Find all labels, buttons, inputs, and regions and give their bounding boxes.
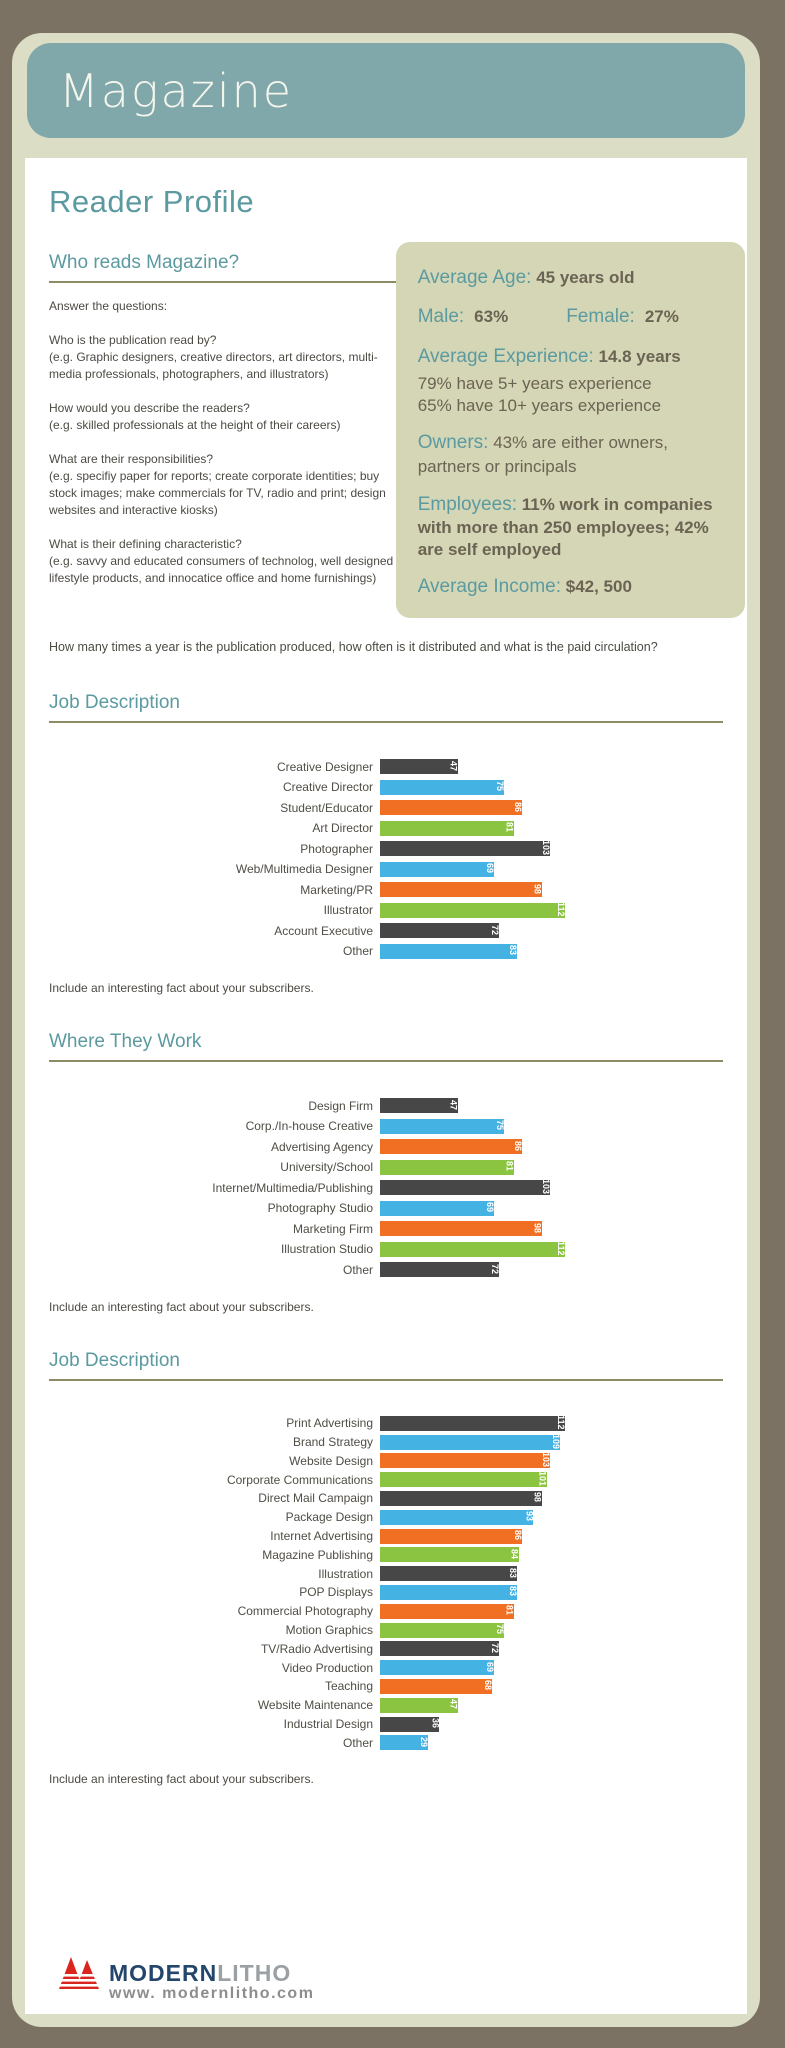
magazine-title: Magazine — [59, 63, 294, 118]
chart-bar-area — [380, 1717, 723, 1732]
chart-bar — [380, 944, 517, 959]
section-note: Include an interesting fact about your subscribers. — [49, 1299, 314, 1314]
chart-bar-area — [380, 862, 723, 877]
question-example: (e.g. specifiy paper for reports; create corporate identities; buy stock images; make commercials for TV, radio and print; design websites and interactive kiosks) — [49, 469, 386, 518]
question-example: (e.g. skilled professionals at the height of their careers) — [49, 418, 341, 433]
chart-bar-area — [380, 759, 723, 774]
chart-row — [49, 818, 723, 839]
chart-row — [49, 1658, 723, 1677]
chart-bar-value: 101 — [537, 1471, 548, 1487]
brand-litho: LITHO — [217, 1960, 292, 1986]
question-block — [49, 332, 396, 383]
chart-bar — [380, 1472, 547, 1487]
chart-category-label: Other — [342, 1735, 373, 1750]
stat-label: Average Age: — [417, 267, 532, 288]
chart-row — [49, 1177, 723, 1198]
chart-bar-area — [380, 1201, 723, 1216]
chart-bar — [380, 1566, 517, 1581]
chart-category-label: Art Director — [312, 821, 373, 836]
cream-card — [12, 33, 760, 2027]
brand-name — [109, 1961, 314, 1985]
chart-row — [49, 1621, 723, 1640]
who-reads-column — [49, 248, 396, 604]
chart-bar — [380, 1491, 542, 1506]
chart-bar-value: 36 — [430, 1718, 441, 1729]
chart-row — [49, 1095, 723, 1116]
chart-row — [49, 1218, 723, 1239]
chart-bar-value: 68 — [483, 1680, 494, 1691]
chart-bar — [380, 1119, 504, 1134]
chart-bar-value: 47 — [448, 1699, 459, 1710]
chart-category-label: POP Displays — [299, 1585, 373, 1600]
chart-category-label: Commercial Photography — [237, 1604, 373, 1619]
who-reads-heading: Who reads Magazine? — [49, 252, 396, 283]
chart-bar — [380, 1098, 458, 1113]
chart-bar — [380, 780, 504, 795]
stat-value-female: 27% — [644, 307, 679, 327]
question-example: (e.g. savvy and educated consumers of technolog, well designed lifestyle products, and innocatice office and home furnishings) — [49, 554, 394, 586]
chart-bar-value: 47 — [448, 760, 459, 771]
chart-bar-area — [380, 1641, 723, 1656]
chart-bar-area — [380, 1547, 723, 1562]
chart-bar — [380, 1160, 514, 1175]
chart-bar-value: 103 — [540, 1179, 551, 1195]
chart-bar-area — [380, 903, 723, 918]
chart-bar-value: 86 — [512, 1140, 523, 1151]
chart-category-label: Magazine Publishing — [262, 1547, 373, 1562]
chart-category-label: Industrial Design — [283, 1717, 373, 1732]
chart-bar-area — [380, 1623, 723, 1638]
chart-bar-value: 83 — [507, 1586, 518, 1597]
chart-row — [49, 859, 723, 880]
chart-bar-value: 81 — [504, 822, 515, 833]
chart-row — [49, 1136, 723, 1157]
chart-bar-value: 84 — [509, 1548, 520, 1559]
chart-bar — [380, 882, 542, 897]
chart-bar-area — [380, 923, 723, 938]
stat-value: 14.8 years — [598, 346, 681, 366]
chart-category-label: Website Design — [289, 1453, 373, 1468]
chart-row — [49, 1733, 723, 1752]
chart-bar-value: 112 — [555, 1415, 566, 1430]
chart-row — [49, 1527, 723, 1546]
stat-label: Employees: — [417, 493, 517, 515]
chart-bar-area — [380, 1735, 723, 1750]
chart-bar-value: 72 — [489, 924, 500, 935]
chart-bar-area — [380, 1139, 723, 1154]
brand-url: www. modernlitho.com — [109, 1985, 315, 2003]
chart-category-label: Video Production — [281, 1660, 373, 1675]
chart-bar-value: 98 — [532, 883, 543, 894]
chart-bar-value: 72 — [489, 1642, 500, 1653]
chart-category-label: Account Executive — [274, 923, 373, 938]
chart-bar — [380, 1698, 458, 1713]
bar-chart — [49, 1414, 723, 1752]
chart-bar — [380, 923, 499, 938]
question-text: How would you describe the readers? — [49, 401, 250, 416]
stat-experience-detail — [418, 373, 725, 417]
chart-category-label: Marketing Firm — [292, 1221, 373, 1236]
chart-category-label: TV/Radio Advertising — [260, 1641, 373, 1656]
chart-bar-value: 75 — [494, 1624, 505, 1635]
stat-label: Average Experience: — [417, 345, 594, 367]
chart-bar — [380, 1201, 494, 1216]
chart-bar — [380, 1717, 439, 1732]
chart-bar-value: 72 — [489, 1263, 500, 1274]
stat-average-age — [418, 266, 725, 290]
stat-owners — [418, 431, 725, 477]
chart-bar-value: 109 — [550, 1433, 561, 1449]
chart-row — [49, 1157, 723, 1178]
chart-bar-area — [380, 821, 723, 836]
chart-bar-area — [380, 1416, 723, 1431]
chart-bar-area — [380, 1472, 723, 1487]
chart-bar — [380, 1262, 499, 1277]
chart-bar-value: 98 — [532, 1492, 543, 1503]
chart-category-label: Web/Multimedia Designer — [235, 862, 373, 877]
question-text: What are their responsibilities? — [49, 452, 214, 467]
chart-category-label: Illustrator — [323, 903, 373, 918]
chart-section — [49, 1031, 723, 1314]
question-block — [49, 536, 396, 587]
question-example: (e.g. Graphic designers, creative directors, art directors, multi-media professionals, photographers, and illustrators) — [49, 350, 378, 382]
question-block — [49, 400, 396, 434]
reader-stats-box — [396, 242, 745, 618]
chart-bar-value: 75 — [494, 1120, 505, 1131]
chart-bar-area — [380, 1566, 723, 1581]
chart-bar — [380, 1416, 565, 1431]
chart-category-label: Other — [342, 944, 373, 959]
chart-bar-value: 81 — [504, 1605, 515, 1616]
chart-sections — [49, 692, 723, 1786]
chart-bar-area — [380, 1221, 723, 1236]
section-note: Include an interesting fact about your subscribers. — [49, 981, 314, 996]
section-heading: Job Description — [49, 692, 723, 723]
chart-row — [49, 1508, 723, 1527]
chart-bar-value: 29 — [418, 1736, 429, 1747]
chart-category-label: Motion Graphics — [285, 1623, 373, 1638]
chart-category-label: Print Advertising — [286, 1416, 373, 1431]
chart-bar-value: 75 — [494, 781, 505, 792]
chart-bar — [380, 1547, 519, 1562]
chart-bar-value: 47 — [448, 1099, 459, 1110]
chart-row — [49, 1414, 723, 1433]
stat-value: 43% are either owners, partners or principals — [417, 433, 669, 476]
chart-bar — [380, 1623, 504, 1638]
chart-row — [49, 879, 723, 900]
chart-bar — [380, 1660, 494, 1675]
chart-bar — [380, 1735, 428, 1750]
stat-label-female: Female: — [566, 306, 635, 328]
chart-row — [49, 1639, 723, 1658]
chart-bar-area — [380, 841, 723, 856]
chart-row — [49, 797, 723, 818]
chart-bar — [380, 1242, 565, 1257]
bar-chart — [49, 756, 723, 961]
chart-bar — [380, 1604, 514, 1619]
chart-bar — [380, 1510, 533, 1525]
chart-category-label: Creative Director — [282, 780, 373, 795]
chart-row — [49, 1451, 723, 1470]
chart-row — [49, 1489, 723, 1508]
chart-row — [49, 1564, 723, 1583]
stat-average-experience — [418, 345, 725, 369]
chart-bar-value: 93 — [524, 1511, 535, 1522]
stat-average-income — [418, 575, 725, 599]
intro-columns — [49, 248, 723, 618]
chart-category-label: Photography Studio — [267, 1201, 373, 1216]
chart-bar-value: 86 — [512, 801, 523, 812]
chart-category-label: Design Firm — [308, 1098, 373, 1113]
stat-value-male: 63% — [474, 307, 509, 327]
stat-value: 45 years old — [536, 268, 635, 287]
chart-category-label: Corp./In-house Creative — [245, 1119, 373, 1134]
chart-bar-area — [380, 882, 723, 897]
chart-row — [49, 1715, 723, 1734]
chart-bar — [380, 1180, 550, 1195]
chart-section — [49, 1350, 723, 1786]
chart-bar-value: 83 — [507, 1567, 518, 1578]
chart-category-label: Direct Mail Campaign — [258, 1491, 373, 1506]
chart-bar-area — [380, 1585, 723, 1600]
chart-row — [49, 920, 723, 941]
chart-bar-value: 69 — [484, 1661, 495, 1672]
chart-category-label: Illustration — [318, 1566, 373, 1581]
chart-bar-area — [380, 1698, 723, 1713]
modernlitho-logo-icon — [59, 1954, 103, 1995]
question-text: What is their defining characteristic? — [49, 537, 242, 552]
questions-intro: Answer the questions: — [49, 299, 168, 313]
chart-category-label: Brand Strategy — [292, 1435, 373, 1450]
chart-bar-area — [380, 780, 723, 795]
section-note: Include an interesting fact about your subscribers. — [49, 1772, 314, 1787]
stat-label: Average Income: — [417, 576, 561, 598]
question-block — [49, 451, 396, 519]
chart-bar-area — [380, 1119, 723, 1134]
chart-bar-value: 83 — [507, 945, 518, 956]
chart-row — [49, 941, 723, 962]
chart-bar-value: 69 — [484, 1202, 495, 1213]
chart-bar — [380, 1585, 517, 1600]
chart-category-label: Corporate Communications — [226, 1472, 373, 1487]
chart-row — [49, 1583, 723, 1602]
chart-row — [49, 1239, 723, 1260]
chart-bar-area — [380, 800, 723, 815]
chart-bar-area — [380, 1679, 723, 1694]
stat-value: 11% work in companies with more than 250 employees; 42% are self employed — [417, 494, 713, 559]
chart-bar-value: 69 — [484, 863, 495, 874]
chart-row — [49, 1602, 723, 1621]
chart-row — [49, 756, 723, 777]
chart-bar — [380, 1679, 492, 1694]
chart-category-label: Creative Designer — [276, 759, 373, 774]
chart-category-label: Package Design — [285, 1510, 373, 1525]
chart-category-label: Internet Advertising — [270, 1529, 373, 1544]
chart-category-label: Illustration Studio — [280, 1242, 373, 1257]
magazine-header-banner — [27, 43, 745, 138]
chart-category-label: Photographer — [300, 841, 373, 856]
chart-bar-value: 98 — [532, 1222, 543, 1233]
chart-bar-area — [380, 1098, 723, 1113]
chart-row — [49, 1433, 723, 1452]
chart-row — [49, 1696, 723, 1715]
chart-bar-area — [380, 1242, 723, 1257]
stat-label: Owners: — [417, 432, 489, 454]
chart-category-label: Marketing/PR — [300, 882, 373, 897]
chart-bar-area — [380, 1435, 723, 1450]
chart-bar-value: 112 — [555, 1240, 566, 1256]
chart-bar — [380, 800, 522, 815]
stat-male-female — [418, 305, 725, 329]
chart-bar-area — [380, 1453, 723, 1468]
chart-category-label: Other — [342, 1262, 373, 1277]
content-panel — [25, 158, 747, 2014]
chart-category-label: Student/Educator — [280, 800, 373, 815]
footer-logo-block — [59, 1954, 314, 2003]
chart-category-label: Website Maintenance — [257, 1698, 373, 1713]
chart-bar — [380, 1641, 499, 1656]
chart-row — [49, 1259, 723, 1280]
chart-bar — [380, 1221, 542, 1236]
chart-bar-value: 103 — [540, 840, 551, 856]
stat-line: 79% have 5+ years experience — [417, 373, 652, 393]
chart-bar-area — [380, 1491, 723, 1506]
stat-line: 65% have 10+ years experience — [417, 395, 662, 415]
chart-bar-area — [380, 1510, 723, 1525]
chart-category-label: University/School — [280, 1160, 373, 1175]
chart-category-label: Advertising Agency — [270, 1139, 373, 1154]
stat-value: $42, 500 — [565, 577, 632, 597]
chart-row — [49, 838, 723, 859]
chart-bar — [380, 841, 550, 856]
chart-bar-value: 81 — [504, 1161, 515, 1172]
chart-bar-area — [380, 1160, 723, 1175]
chart-bar — [380, 1453, 550, 1468]
bar-chart — [49, 1095, 723, 1280]
circulation-question: How many times a year is the publication produced, how often is it distributed and what is the paid circulation? — [49, 639, 658, 654]
section-heading: Job Description — [49, 1350, 723, 1381]
chart-bar-area — [380, 1262, 723, 1277]
questions-list — [49, 298, 396, 587]
chart-bar — [380, 903, 565, 918]
page-title: Reader Profile — [49, 184, 255, 219]
chart-section — [49, 692, 723, 995]
stat-label-male: Male: — [417, 306, 465, 328]
chart-bar-value: 103 — [540, 1452, 551, 1468]
chart-bar-area — [380, 1529, 723, 1544]
chart-bar — [380, 1435, 560, 1450]
chart-bar — [380, 862, 494, 877]
chart-bar-area — [380, 1660, 723, 1675]
chart-row — [49, 1198, 723, 1219]
chart-bar — [380, 1139, 522, 1154]
stat-employees — [418, 493, 725, 561]
chart-category-label: Internet/Multimedia/Publishing — [212, 1180, 373, 1195]
chart-bar-area — [380, 1604, 723, 1619]
chart-bar-value: 86 — [512, 1530, 523, 1541]
chart-row — [49, 1116, 723, 1137]
chart-bar — [380, 759, 458, 774]
chart-bar-value: 112 — [555, 901, 566, 917]
chart-bar — [380, 1529, 522, 1544]
chart-category-label: Teaching — [324, 1679, 373, 1694]
chart-bar-area — [380, 944, 723, 959]
question-text: Who is the publication read by? — [49, 333, 217, 348]
chart-bar-area — [380, 1180, 723, 1195]
chart-row — [49, 1545, 723, 1564]
chart-row — [49, 900, 723, 921]
brand-modern: MODERN — [109, 1960, 218, 1986]
chart-row — [49, 1677, 723, 1696]
chart-row — [49, 777, 723, 798]
chart-bar — [380, 821, 514, 836]
chart-row — [49, 1470, 723, 1489]
section-heading: Where They Work — [49, 1031, 723, 1062]
